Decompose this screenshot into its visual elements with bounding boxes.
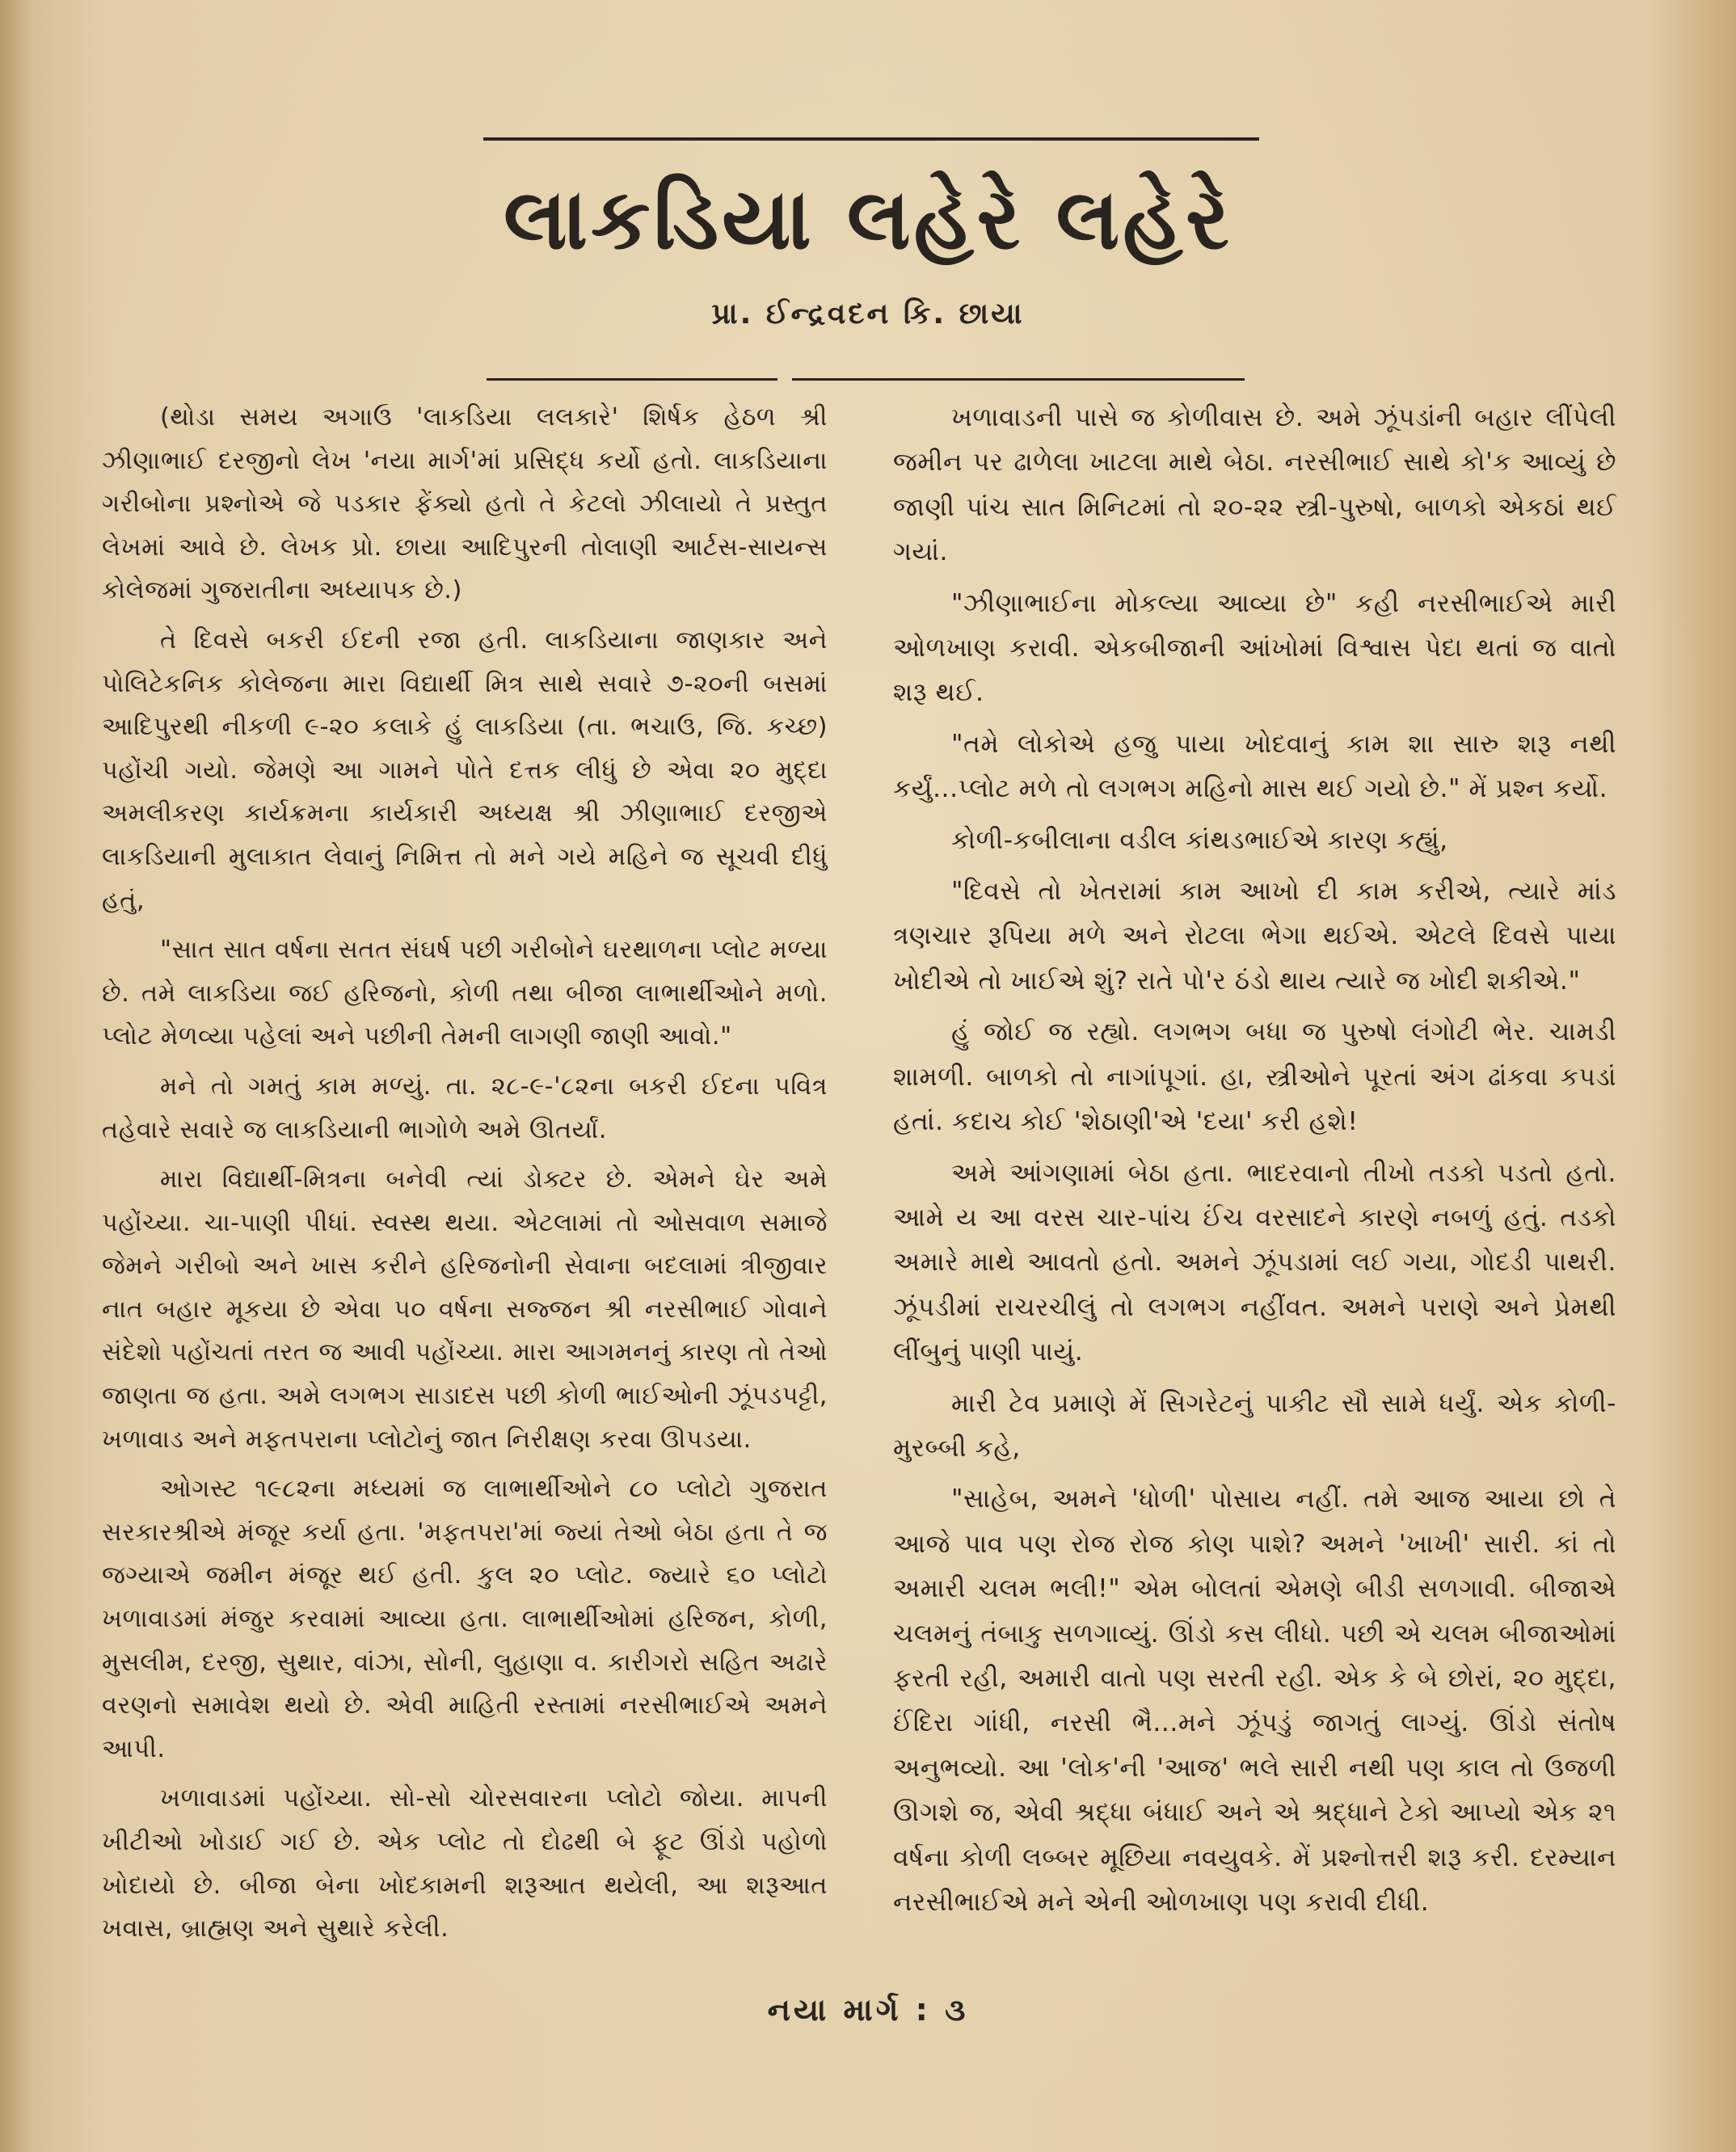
paragraph: કોળી-કબીલાના વડીલ કાંથડભાઈએ કારણ કહ્યું, [951,825,1448,855]
paragraph: "ઝીણાભાઈના મોકલ્યા આવ્યા છે" કહી નરસીભાઈએ મારી ઓળખાણ કરાવી. એકબીજાની આંખોમાં વિશ્વાસ પેદા થતાં જ વાતો શરૂ થઈ. [893,588,1616,708]
paragraph: ઓગસ્ટ ૧૯૮૨ના મધ્યમાં જ લાભાર્થીઓને ૮૦ પ્લોટો ગુજરાત સરકારશ્રીએ મંજૂર કર્યા હતા. 'મફતપરા'માં જ્યાં તેઓ બેઠા હતા તે જ જગ્યાએ જમીન મંજૂર થઈ હતી. કુલ ૨૦ પ્લોટ. જ્યારે ૬૦ પ્લોટો ખળાવાડમાં મંજુર કરવામાં આવ્યા હતા. લાભાર્થીઓમાં હરિજન, કોળી, મુસલીમ, દરજી, સુથાર, વાંઝા, સોની, લુહાણા વ. કારીગરો સહિત અઢારે વરણનો સમાવેશ થયો છે. એવી માહિતી રસ્તામાં નરસીભાઈએ અમને આપી. [102,1475,828,1763]
right-column [893,396,1616,1931]
paragraph: "દિવસે તો ખેતરામાં કામ આખો દી કામ કરીએ, ત્યારે માંડ ત્રણચાર રૂપિયા મળે અને રોટલા ભેગા થઈએ. એટલે દિવસે પાયા ખોદીએ તો ખાઈએ શું? રાતે પો'ર ઠંડો થાય ત્યારે જ ખોદી શકીએ." [893,877,1616,996]
byline-rule-left [487,378,777,381]
paragraph: "તમે લોકોએ હજુ પાયા ખોદવાનું કામ શા સારુ શરૂ નથી કર્યું...પ્લોટ મળે તો લગભગ મહિનો માસ થઈ ગયો છે." મેં પ્રશ્ન કર્યો. [893,729,1616,804]
top-rule [483,137,1259,141]
page-footer: નયા માર્ગ : ૩ [767,1992,969,2028]
left-column [102,396,828,1957]
author-byline: પ્રા. ઈન્દ્રવદન કિ. છાયા [711,297,1025,331]
paragraph: મારા વિદ્યાર્થી-મિત્રના બનેવી ત્યાં ડોક્ટર છે. એમને ઘેર અમે પહોંચ્યા. ચા-પાણી પીધાં. સ્વસ્થ થયા. એટલામાં તો ઓસવાળ સમાજે જેમને ગરીબો અને ખાસ કરીને હરિજનોની સેવાના બદલામાં ત્રીજીવાર નાત બહાર મૂકયા છે એવા ૫૦ વર્ષના સજ્જન શ્રી નરસીભાઈ ગોવાને સંદેશો પહોંચતાં તરત જ આવી પહોંચ્યા. મારા આગમનનું કારણ તો તેઓ જાણતા જ હતા. અમે લગભગ સાડાદસ પછી કોળી ભાઈઓની ઝૂંપડપટ્ટી, ખળાવાડ અને મફતપરાના પ્લોટોનું જાત નિરીક્ષણ કરવા ઊપડયા. [102,1165,828,1454]
byline-rule-right [792,378,1245,381]
paragraph: હું જોઈ જ રહ્યો. લગભગ બધા જ પુરુષો લંગોટી ભેર. ચામડી શામળી. બાળકો તો નાગાંપૂગાં. હા, સ્ત્રીઓને પૂરતાં અંગ ઢાંકવા કપડાં હતાં. કદાચ કોઈ 'શેઠાણી'એ 'દયા' કરી હશે! [893,1017,1616,1137]
paragraph: મારી ટેવ પ્રમાણે મેં સિગરેટનું પાકીટ સૌ સામે ધર્યું. એક કોળી-મુરબ્બી કહે, [893,1388,1616,1463]
paragraph: (થોડા સમય અગાઉ 'લાકડિયા લલકારે' શિર્ષક હેઠળ શ્રી ઝીણાભાઈ દરજીનો લેખ 'નયા માર્ગ'માં પ્રસિદ્ધ કર્યો હતો. લાકડિયાના ગરીબોના પ્રશ્નોએ જે પડકાર ફેંક્યો હતો તે કેટલો ઝીલાયો તે પ્રસ્તુત લેખમાં આવે છે. લેખક પ્રો. છાયા આદિપુરની તોલાણી આર્ટસ-સાયન્સ કોલેજમાં ગુજરાતીના અધ્યાપક છે.) [102,403,828,605]
paragraph: "સાહેબ, અમને 'ધોળી' પોસાય નહીં. તમે આજ આયા છો તે આજે પાવ પણ રોજ રોજ કોણ પાશે? અમને 'ખાખી' સારી. કાં તો અમારી ચલમ ભલી!" એમ બોલતાં એમણે બીડી સળગાવી. બીજાએ ચલમનું તંબાકુ સળગાવ્યું. ઊંડો કસ લીધો. પછી એ ચલમ બીજાઓમાં ફરતી રહી, અમારી વાતો પણ સરતી રહી. એક કે બે છોરાં, ૨૦ મુદ્દા, ઈંદિરા ગાંધી, નરસી ભૈ...મને ઝૂંપડું જાગતું લાગ્યું. ઊંડો સંતોષ અનુભવ્યો. આ 'લોક'ની 'આજ' ભલે સારી નથી પણ કાલ તો ઉજળી ઊગશે જ, એવી શ્રદ્ધા બંધાઈ અને એ શ્રદ્ધાને ટેકો આપ્યો એક ૨૧ વર્ષના કોળી લબ્બર મૂછિયા નવયુવકે. મેં પ્રશ્નોત્તરી શરૂ કરી. દરમ્યાન નરસીભાઈએ મને એની ઓળખાણ પણ કરાવી દીધી. [893,1485,1616,1917]
paragraph: તે દિવસે બકરી ઈદની રજા હતી. લાકડિયાના જાણકાર અને પોલિટેકનિક કોલેજના મારા વિદ્યાર્થી મિત્ર સાથે સવારે ૭-૨૦ની બસમાં આદિપુરથી નીકળી ૯-૨૦ કલાકે હું લાકડિયા (તા. ભચાઉ, જિ. કચ્છ) પહોંચી ગયો. જેમણે આ ગામને પોતે દત્તક લીધું છે એવા ૨૦ મુદ્દા અમલીકરણ કાર્યક્રમના કાર્યકારી અધ્યક્ષ શ્રી ઝીણાભાઈ દરજીએ લાકડિયાની મુલાકાત લેવાનું નિમિત્ત તો મને ગયે મહિને જ સૂચવી દીધું હતું, [102,625,828,915]
paragraph: ખળાવાડમાં પહોંચ્યા. સો-સો ચોરસવારના પ્લોટો જોયા. માપની ખીટીઓ ખોડાઈ ગઈ છે. એક પ્લોટ તો દોઢથી બે ફૂટ ઊંડો પહોળો ખોદાયો છે. બીજા બેના ખોદકામની શરૂઆત થયેલી, આ શરૂઆત ખવાસ, બ્રાહ્મણ અને સુથારે કરેલી. [102,1784,828,1944]
article-title: લાકડિયા લહેરે લહેરે [504,170,1232,268]
paragraph: મને તો ગમતું કામ મળ્યું. તા. ૨૮-૯-'૮૨ના બકરી ઈદના પવિત્ર તહેવારે સવારે જ લાકડિયાની ભાગોળે અમે ઊતર્યાં. [102,1072,828,1144]
paragraph: અમે આંગણામાં બેઠા હતા. ભાદરવાનો તીખો તડકો પડતો હતો. આમે ય આ વરસ ચાર-પાંચ ઈંચ વરસાદને કારણે નબળું હતું. તડકો અમારે માથે આવતો હતો. અમને ઝૂંપડામાં લઈ ગયા, ગોદડી પાથરી. ઝૂંપડીમાં રાચરચીલું તો લગભગ નહીંવત. અમને પરાણે અને પ્રેમથી લીંબુનું પાણી પાયું. [893,1158,1616,1367]
paragraph: "સાત સાત વર્ષના સતત સંઘર્ષ પછી ગરીબોને ઘરથાળના પ્લોટ મળ્યા છે. તમે લાકડિયા જઈ હરિજનો, કોળી તથા બીજા લાભાર્થીઓને મળો. પ્લોટ મેળવ્યા પહેલાં અને પછીની તેમની લાગણી જાણી આવો." [102,936,828,1051]
paragraph: ખળાવાડની પાસે જ કોળીવાસ છે. અમે ઝૂંપડાંની બહાર લીંપેલી જમીન પર ઢાળેલા ખાટલા માથે બેઠા. નરસીભાઈ સાથે કો'ક આવ્યું છે જાણી પાંચ સાત મિનિટમાં તો ૨૦-૨૨ સ્ત્રી-પુરુષો, બાળકો એકઠાં થઈ ગયાં. [893,403,1616,567]
